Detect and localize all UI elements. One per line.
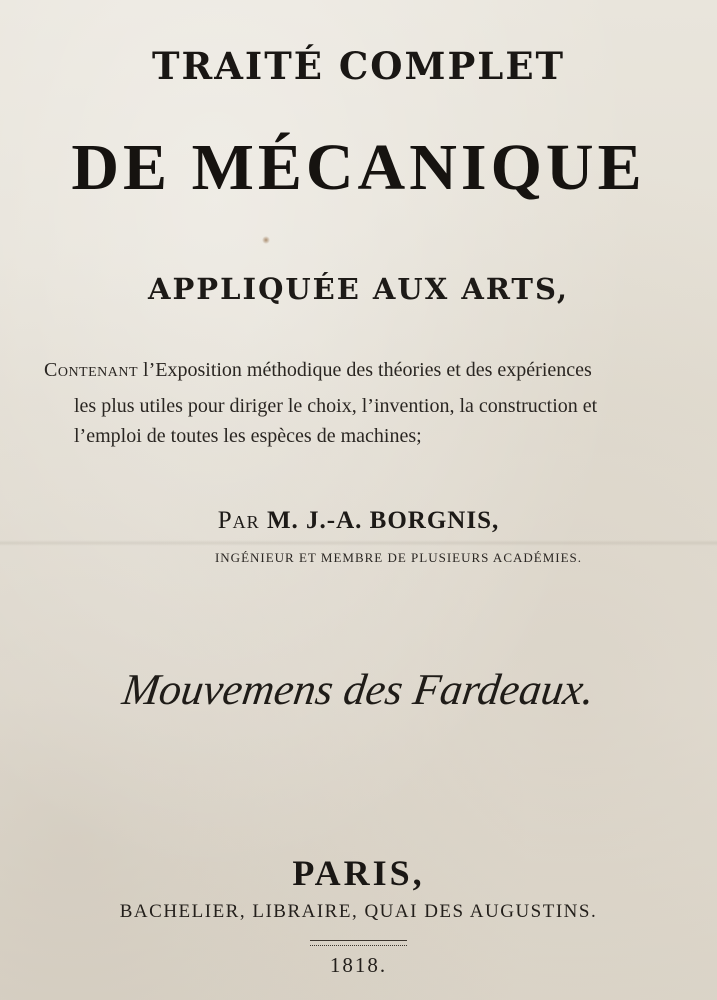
description-line-1-text: l’Exposition méthodique des théories et des expériences (138, 359, 592, 381)
volume-title: Mouvemens des Fardeaux. (119, 665, 598, 714)
ornamental-rule (310, 940, 407, 946)
author-prefix: Par (217, 507, 260, 534)
author-credentials: INGÉNIEUR ET MEMBRE DE PLUSIEURS ACADÉMIES. (214, 550, 583, 565)
imprint-year: 1818. (329, 953, 388, 977)
author-line (0, 507, 717, 535)
paper-fold (0, 540, 717, 546)
description-line-1 (44, 359, 684, 382)
title-line-2: DE MÉCANIQUE (71, 131, 646, 204)
description-line-3: l’emploi de toutes les espèces de machines; (74, 425, 422, 447)
description-line-2: les plus utiles pour diriger le choix, l’invention, la construction et (74, 395, 598, 417)
author-name: M. J.-A. BORGNIS, (259, 507, 500, 534)
description-lead: Contenant (44, 359, 139, 381)
foxing-spot (262, 236, 270, 244)
imprint-city: PARIS, (292, 853, 425, 893)
imprint-publisher: BACHELIER, LIBRAIRE, QUAI DES AUGUSTINS. (119, 901, 598, 922)
title-line-3: APPLIQUÉE AUX ARTS, (148, 272, 569, 306)
title-line-1: TRAITÉ COMPLET (151, 44, 566, 88)
